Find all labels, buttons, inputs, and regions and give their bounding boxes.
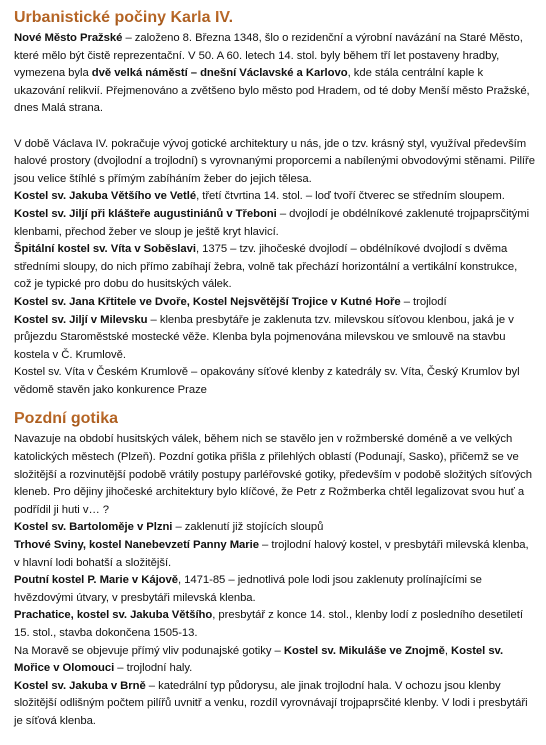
bold-term: Kostel sv. Jana Křtitele ve Dvoře, Kostel Nejsvětější Trojice v Kutné Hoře <box>14 295 401 308</box>
paragraph <box>14 312 536 365</box>
paragraph <box>14 206 536 241</box>
text-run: , <box>444 644 452 657</box>
bold-term: Kostel sv. Mikuláše ve Znojmě <box>283 644 445 657</box>
bold-term: dvě velká náměstí – dnešní Václavské a Karlovo <box>91 67 348 80</box>
bold-term: Trhové Sviny, kostel Nanebevzetí Panny Marie <box>14 539 259 552</box>
bold-term: Poutní kostel P. Marie v Kájově <box>14 574 178 587</box>
text-run: Kostel sv. Víta v Českém Krumlově – opakovány síťové klenby z katedrály sv. Víta, Český Krumlov byl vědomě stavěn jako konkurence Praze <box>14 366 520 396</box>
paragraph <box>14 431 536 519</box>
text-run: – trojlodí <box>400 295 447 308</box>
paragraph <box>14 30 536 118</box>
paragraph <box>14 572 536 607</box>
bold-term: Kostel sv. Mořice v Olomouci <box>14 644 504 675</box>
paragraph <box>14 537 536 572</box>
paragraph <box>14 188 536 206</box>
text-run: , kde stála centrální kaple k ukazování relikvií. Přejmenováno a zvětšeno bylo město pod Hradem, od té doby Menší město Pražské, dnes Malá strana. <box>14 67 530 115</box>
heading-urbanisticke-pociny: Urbanistické počiny Karla IV. <box>14 9 234 26</box>
text-run: – katedrální typ půdorysu, ale jinak trojlodní hala. V ochozu jsou klenby složitější odlišným počtem pilířů uvnitř a venku, rozdíl vyrovnávají trojpaprsčité klenby. V lodi i presbytáři je síťová klenba. <box>14 679 528 727</box>
paragraph <box>14 678 536 731</box>
heading-pozdni-gotika: Pozdní gotika <box>14 410 118 428</box>
bold-term: Kostel sv. Jakuba v Brně <box>14 679 146 692</box>
text-run: – dvojlodí je obdélníkové zaklenuté trojpaprsčitými klenbami, přechod žeber ve sloup je ještě kryt hlavicí. <box>14 207 530 238</box>
bold-term: Nové Město Pražské <box>14 32 123 44</box>
paragraph <box>14 607 536 642</box>
paragraph <box>14 136 536 189</box>
paragraph <box>14 294 536 312</box>
bold-term: Kostel sv. Jiljí v Milevsku <box>14 313 148 326</box>
text-run: – založeno 8. Března 1348, šlo o rezidenční a výrobní navázání na Staré Město, které mělo být čistě reprezentační. V 50. A 60. letech 14. stol. byly během tří let postaveny hradby, vymezena byla <box>14 32 523 80</box>
bold-term: Kostel sv. Jakuba Většího ve Vetlé <box>14 190 197 203</box>
paragraph <box>14 643 536 678</box>
text-run: Na Moravě se objevuje přímý vliv podunajské gotiky – <box>14 644 284 657</box>
bold-term: Kostel sv. Jiljí při klášteře augustiniánů v Třeboni <box>14 207 277 220</box>
paragraph <box>14 241 536 294</box>
text-run: , presbytář z konce 14. stol., klenby lodí z posledního desetiletí 15. stol., stavba dokončena 1505-13. <box>14 609 523 639</box>
bold-term: Kostel sv. Bartoloměje v Plzni <box>14 521 173 534</box>
text-run: – trojlodní halový kostel, v presbytáři milevská klenba, v hlavní lodi bohatší a složitější. <box>14 539 529 569</box>
text-run: Navazuje na období husitských válek, během nich se stavělo jen v rožmberské doméně a ve velkých katolických městech (Plzeň). Pozdní gotika přišla z přilehlých oblastí (Podunají, Sasko), přičemž se ve složitější a rozvinutější podobě vrátily postupy parléřovské gotiky, především v podobě složitých síťových kleneb. Pro dějiny jihočeské architektury bylo klíčové, že Petr z Rožmberka chtěl legalizovat svou huť a podřídil ji huti v… ? <box>14 433 533 516</box>
paragraph-spacer <box>14 118 536 136</box>
paragraph <box>14 519 536 537</box>
text-run: , třetí čtvrtina 14. stol. – loď tvoří čtverec se středním sloupem. <box>196 190 505 203</box>
text-run: , 1375 – tzv. jihočeské dvojlodí – obdélníkové dvojlodí s dvěma středními sloupy, do nich přímo zabíhají žebra, volně tak přechází horizontální a vertikální konstrukce, což je typické pro dobu do husitských válek. <box>14 243 518 291</box>
text-run: V době Václava IV. pokračuje vývoj gotické architektury u nás, jde o tzv. krásný styl, využíval především halové prostory (dvojlodní a trojlodní) s vyrovnanými proporcemi a nabílenými obvodovými stěnami. Pilíře jsou velice štíhlé s přímým zabíháním žeber do jejich tělesa. <box>14 137 535 185</box>
text-run: – klenba presbytáře je zaklenuta tzv. milevskou síťovou klenbou, jaká je v průjezdu Staroměstské mostecké věže. Klenba byla pojmenována milevskou ve smlouvě na stavbu kostela v Č. Krumlově. <box>14 313 514 361</box>
bold-term: Prachatice, kostel sv. Jakuba Většího <box>14 609 213 622</box>
paragraph <box>14 364 536 399</box>
bold-term: Špitální kostel sv. Víta v Soběslavi <box>14 243 196 256</box>
text-run: – trojlodní haly. <box>114 662 193 675</box>
text-run: , 1471-85 – jednotlivá pole lodi jsou zaklenuty prolínajícími se hvězdovými útvary, v presbytáři milevská klenba. <box>14 574 482 604</box>
text-run: – zaklenutí již stojících sloupů <box>172 521 324 534</box>
